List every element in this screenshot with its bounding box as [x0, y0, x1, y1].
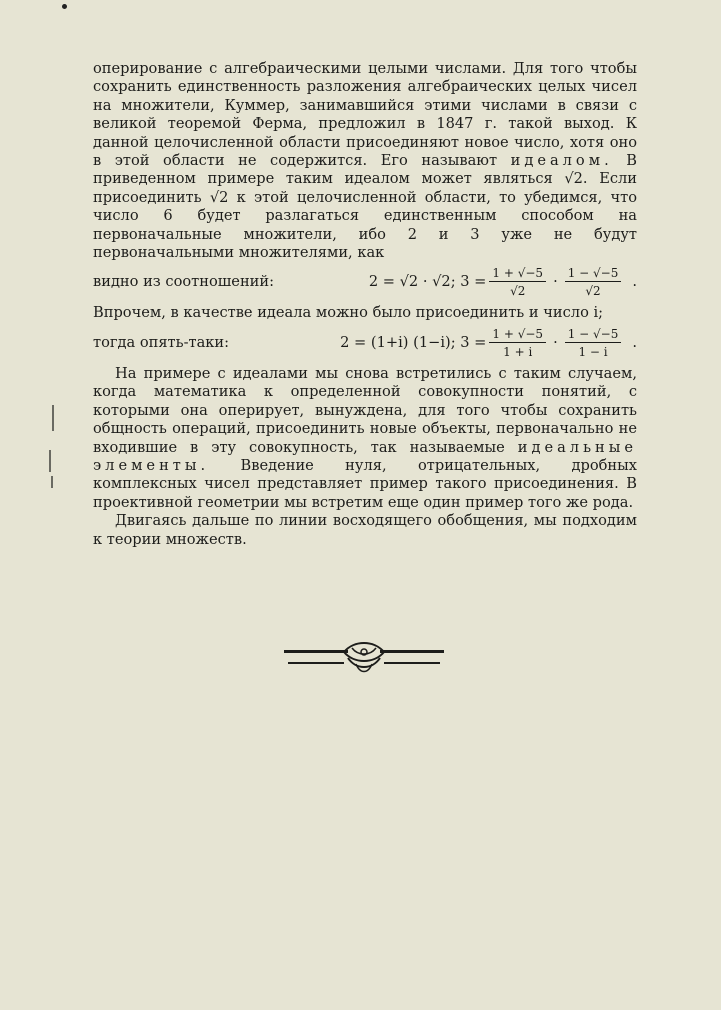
page-speck — [62, 4, 67, 9]
formula-end: . — [632, 333, 637, 351]
text-run: Введение нуля, отрицательных, дробных комплексных чисел представляет пример такого присоединения. В проективной геометрии мы встретим еще один пример того же рода. — [93, 456, 638, 511]
fraction-denominator: √2 — [585, 284, 601, 299]
math-radical: √2. — [564, 170, 588, 188]
margin-mark — [51, 476, 53, 488]
text-run: оперирование с алгебраическими целыми числами. Для того чтобы сохранить единственность разложения алгебраических целых чисел на множители, Куммер, занимавшийся этими числами в связи с великой теоремой Ферма, предложил в 1847 г. такой выход. К данной целочисленной области присоединяют новое число, хотя оно в этой области не содержится. Его называют — [93, 60, 637, 170]
paragraph-set-theory: Двигаясь дальше по линии восходящего обобщения, мы подходим к теории множеств. — [93, 512, 637, 548]
ornament-divider-icon — [284, 640, 444, 680]
fraction-denominator: 1 + i — [503, 344, 533, 359]
spaced-term: идеальные элементы. — [93, 438, 637, 474]
formula-end: . — [632, 273, 637, 291]
text-line: Впрочем, в качестве идеала можно было присоединить и число i; — [93, 304, 604, 322]
spaced-term: идеалом. — [510, 152, 613, 170]
body-text — [93, 60, 637, 549]
paragraph-ideals — [93, 60, 637, 262]
margin-mark — [52, 405, 54, 431]
math-radical: √2 — [209, 188, 229, 206]
text-run: Если присоединить — [93, 170, 638, 206]
fraction-numerator: 1 − √−5 — [565, 327, 622, 343]
fraction-numerator: 1 − √−5 — [565, 266, 622, 282]
fraction-numerator: 1 + √−5 — [489, 327, 546, 343]
fraction-denominator: 1 − i — [578, 344, 608, 359]
formula-lhs: 2 = (1+i) (1−i); 3 = — [340, 333, 487, 351]
text-run: к этой целочисленной области, то убедимся, что число 6 будет разлагаться единственным способом на первоначальные множители, ибо 2 и 3 уже не будут первоначальными множителями, как — [93, 188, 637, 262]
fraction-denominator: √2 — [510, 284, 526, 299]
text-run: В приведенном примере таким идеалом может являться — [93, 152, 637, 188]
formula-i: тогда опять-таки: 2 = (1+i) (1−i); 3 = $\frac{1 + √-5}{1 + i}$ · $\frac{1 - √-5}{1 - i}$ . — [93, 326, 637, 359]
fraction — [565, 327, 622, 359]
fraction — [565, 266, 622, 298]
text-run: На примере с идеалами мы снова встретились с таким случаем, когда математика к определенной совокупности понятий, с которыми она оперирует, вынуждена, для того чтобы сохранить общность операций, присоединить новые объекты, первоначально не входившие в эту совокупность, так называемые — [93, 364, 637, 456]
fraction-numerator: 1 + √−5 — [489, 266, 546, 282]
paragraph-ideal-elements — [93, 365, 637, 512]
formula-lhs: 2 = √2 · √2; 3 = — [368, 273, 487, 291]
margin-mark — [49, 450, 51, 472]
fraction — [489, 327, 546, 359]
formula-sqrt2: видно из соотношений: 2 = √2 · √2; 3 = $\frac{1 + √-5}{√2}$ · $\frac{1 - √-5}{√2}$ . — [93, 266, 637, 299]
formula-label: тогда опять-таки: — [93, 333, 230, 351]
formula-label: видно из соотношений: — [93, 273, 275, 291]
fraction — [489, 266, 546, 298]
